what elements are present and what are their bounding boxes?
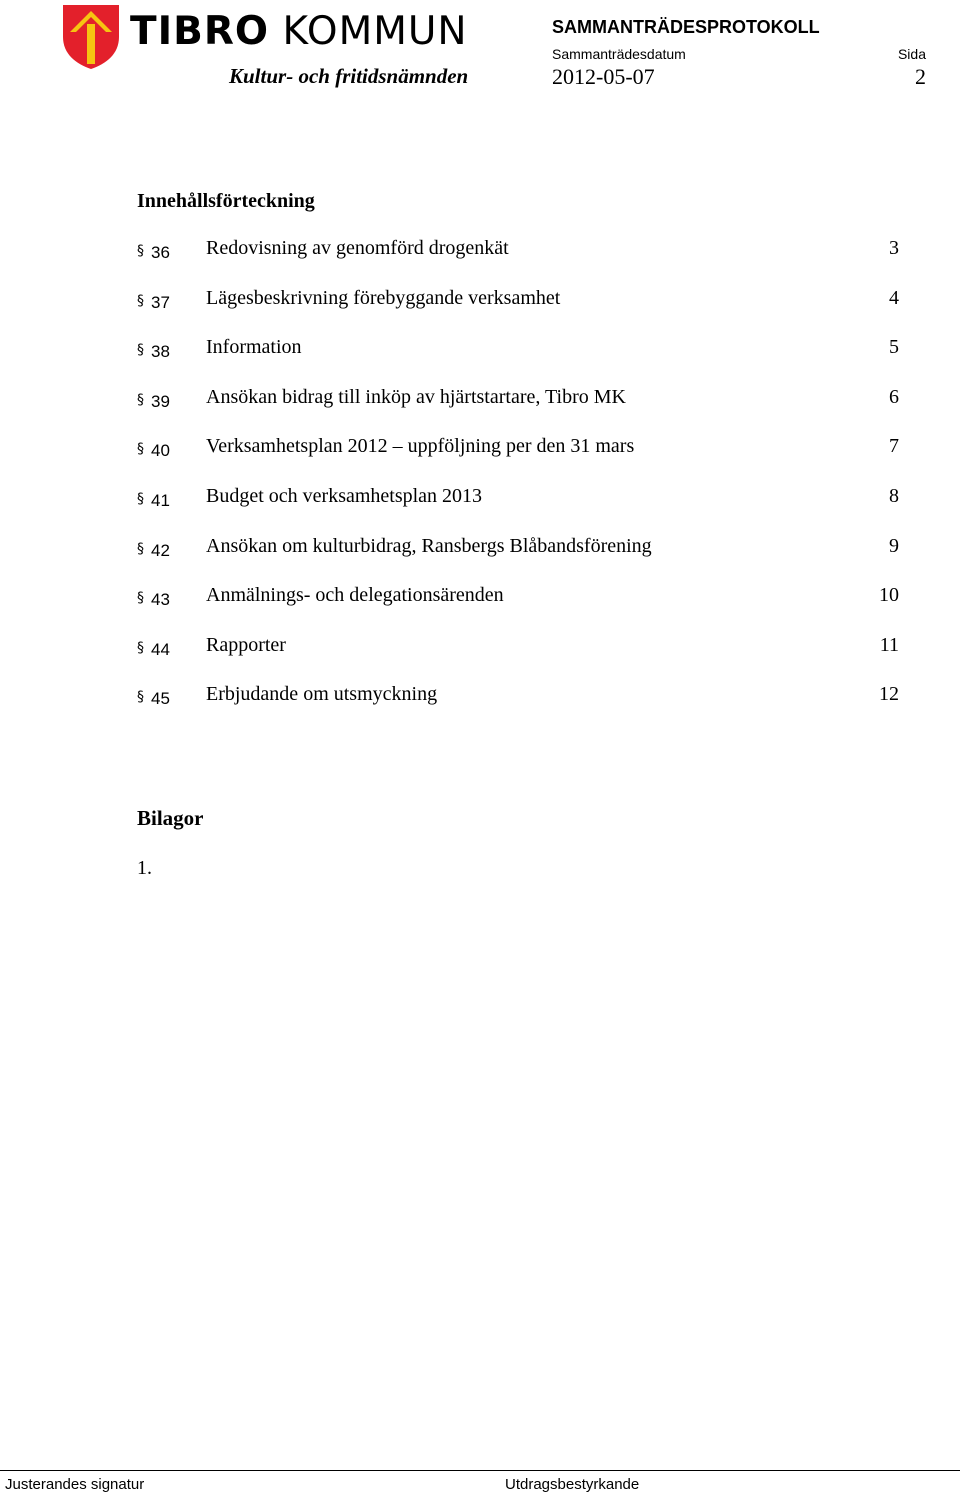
section-symbol: § [137, 639, 144, 656]
certification-label: Utdragsbestyrkande [505, 1476, 640, 1493]
toc-item-page: 10 [879, 584, 899, 607]
attachments-heading: Bilagor [137, 806, 204, 830]
meeting-date: 2012-05-07 [552, 64, 655, 89]
toc-item-page: 6 [889, 385, 899, 408]
toc-item-title: Anmälnings- och delegationsärenden [206, 584, 504, 607]
section-symbol: § [137, 292, 144, 309]
toc-item-number: 39 [151, 391, 170, 411]
section-symbol: § [137, 243, 144, 259]
toc-item-title: Redovisning av genomförd drogenkät [206, 237, 509, 259]
wordmark-kommun: KOMMUN [282, 9, 468, 54]
toc-item [137, 435, 899, 485]
section-symbol: § [137, 441, 144, 458]
toc-item-title: Information [206, 336, 302, 359]
toc-item [137, 535, 899, 585]
toc-item-number: 43 [151, 590, 170, 610]
committee-name: Kultur- och fritidsnämnden [229, 64, 469, 88]
toc-item [137, 386, 899, 436]
toc-item-title: Ansökan bidrag till inköp av hjärtstartare, Tibro MK [206, 385, 626, 408]
toc-item-number: 36 [151, 243, 170, 262]
toc-list [137, 237, 899, 733]
toc-item-page: 8 [889, 484, 899, 507]
toc-item-page: 5 [889, 336, 899, 359]
toc-item-title: Rapporter [206, 633, 286, 656]
toc-item [137, 634, 899, 684]
page-label: Sida [897, 46, 926, 62]
toc-item [137, 584, 899, 634]
toc-item-page: 7 [889, 435, 899, 458]
section-symbol: § [137, 391, 144, 408]
toc-item-page: 9 [889, 534, 899, 557]
toc-item-page: 4 [889, 286, 899, 309]
toc-item-number: 41 [151, 490, 170, 510]
toc-item-page: 11 [879, 633, 899, 656]
meeting-date-label: Sammanträdesdatum [552, 46, 686, 62]
coat-of-arms-logo-icon [60, 3, 122, 71]
toc-item-number: 37 [151, 292, 170, 312]
document-type: SAMMANTRÄDESPROTOKOLL [552, 17, 820, 37]
toc-item-title: Ansökan om kulturbidrag, Ransbergs Blåbandsförening [206, 534, 652, 557]
footer-divider [0, 1470, 960, 1471]
toc-item-title: Lägesbeskrivning förebyggande verksamhet [206, 286, 561, 309]
section-symbol: § [137, 540, 144, 557]
toc-item [137, 237, 899, 287]
toc-heading: Innehållsförteckning [137, 190, 315, 212]
section-symbol: § [137, 689, 144, 706]
toc-item-title: Budget och verksamhetsplan 2013 [206, 484, 483, 507]
signature-label: Justerandes signatur [5, 1476, 145, 1493]
municipality-wordmark [130, 9, 468, 54]
toc-item-number: 38 [151, 342, 170, 362]
toc-item-title: Erbjudande om utsmyckning [206, 683, 438, 706]
section-symbol: § [137, 590, 144, 607]
toc-item-title: Verksamhetsplan 2012 – uppföljning per den 31 mars [206, 435, 635, 458]
page-number: 2 [915, 64, 926, 89]
toc-item-page: 3 [889, 237, 899, 259]
toc-item [137, 336, 899, 386]
toc-item-number: 44 [151, 639, 170, 659]
toc-item [137, 683, 899, 733]
toc-item-number: 45 [151, 689, 170, 709]
toc-item-page: 12 [879, 683, 899, 706]
attachment-item: 1. [137, 857, 152, 879]
toc-item [137, 287, 899, 337]
section-symbol: § [137, 490, 144, 507]
toc-item-number: 42 [151, 540, 170, 560]
section-symbol: § [137, 342, 144, 359]
wordmark-tibro: TIBRO [130, 9, 270, 54]
toc-item-number: 40 [151, 441, 170, 461]
toc-item [137, 485, 899, 535]
